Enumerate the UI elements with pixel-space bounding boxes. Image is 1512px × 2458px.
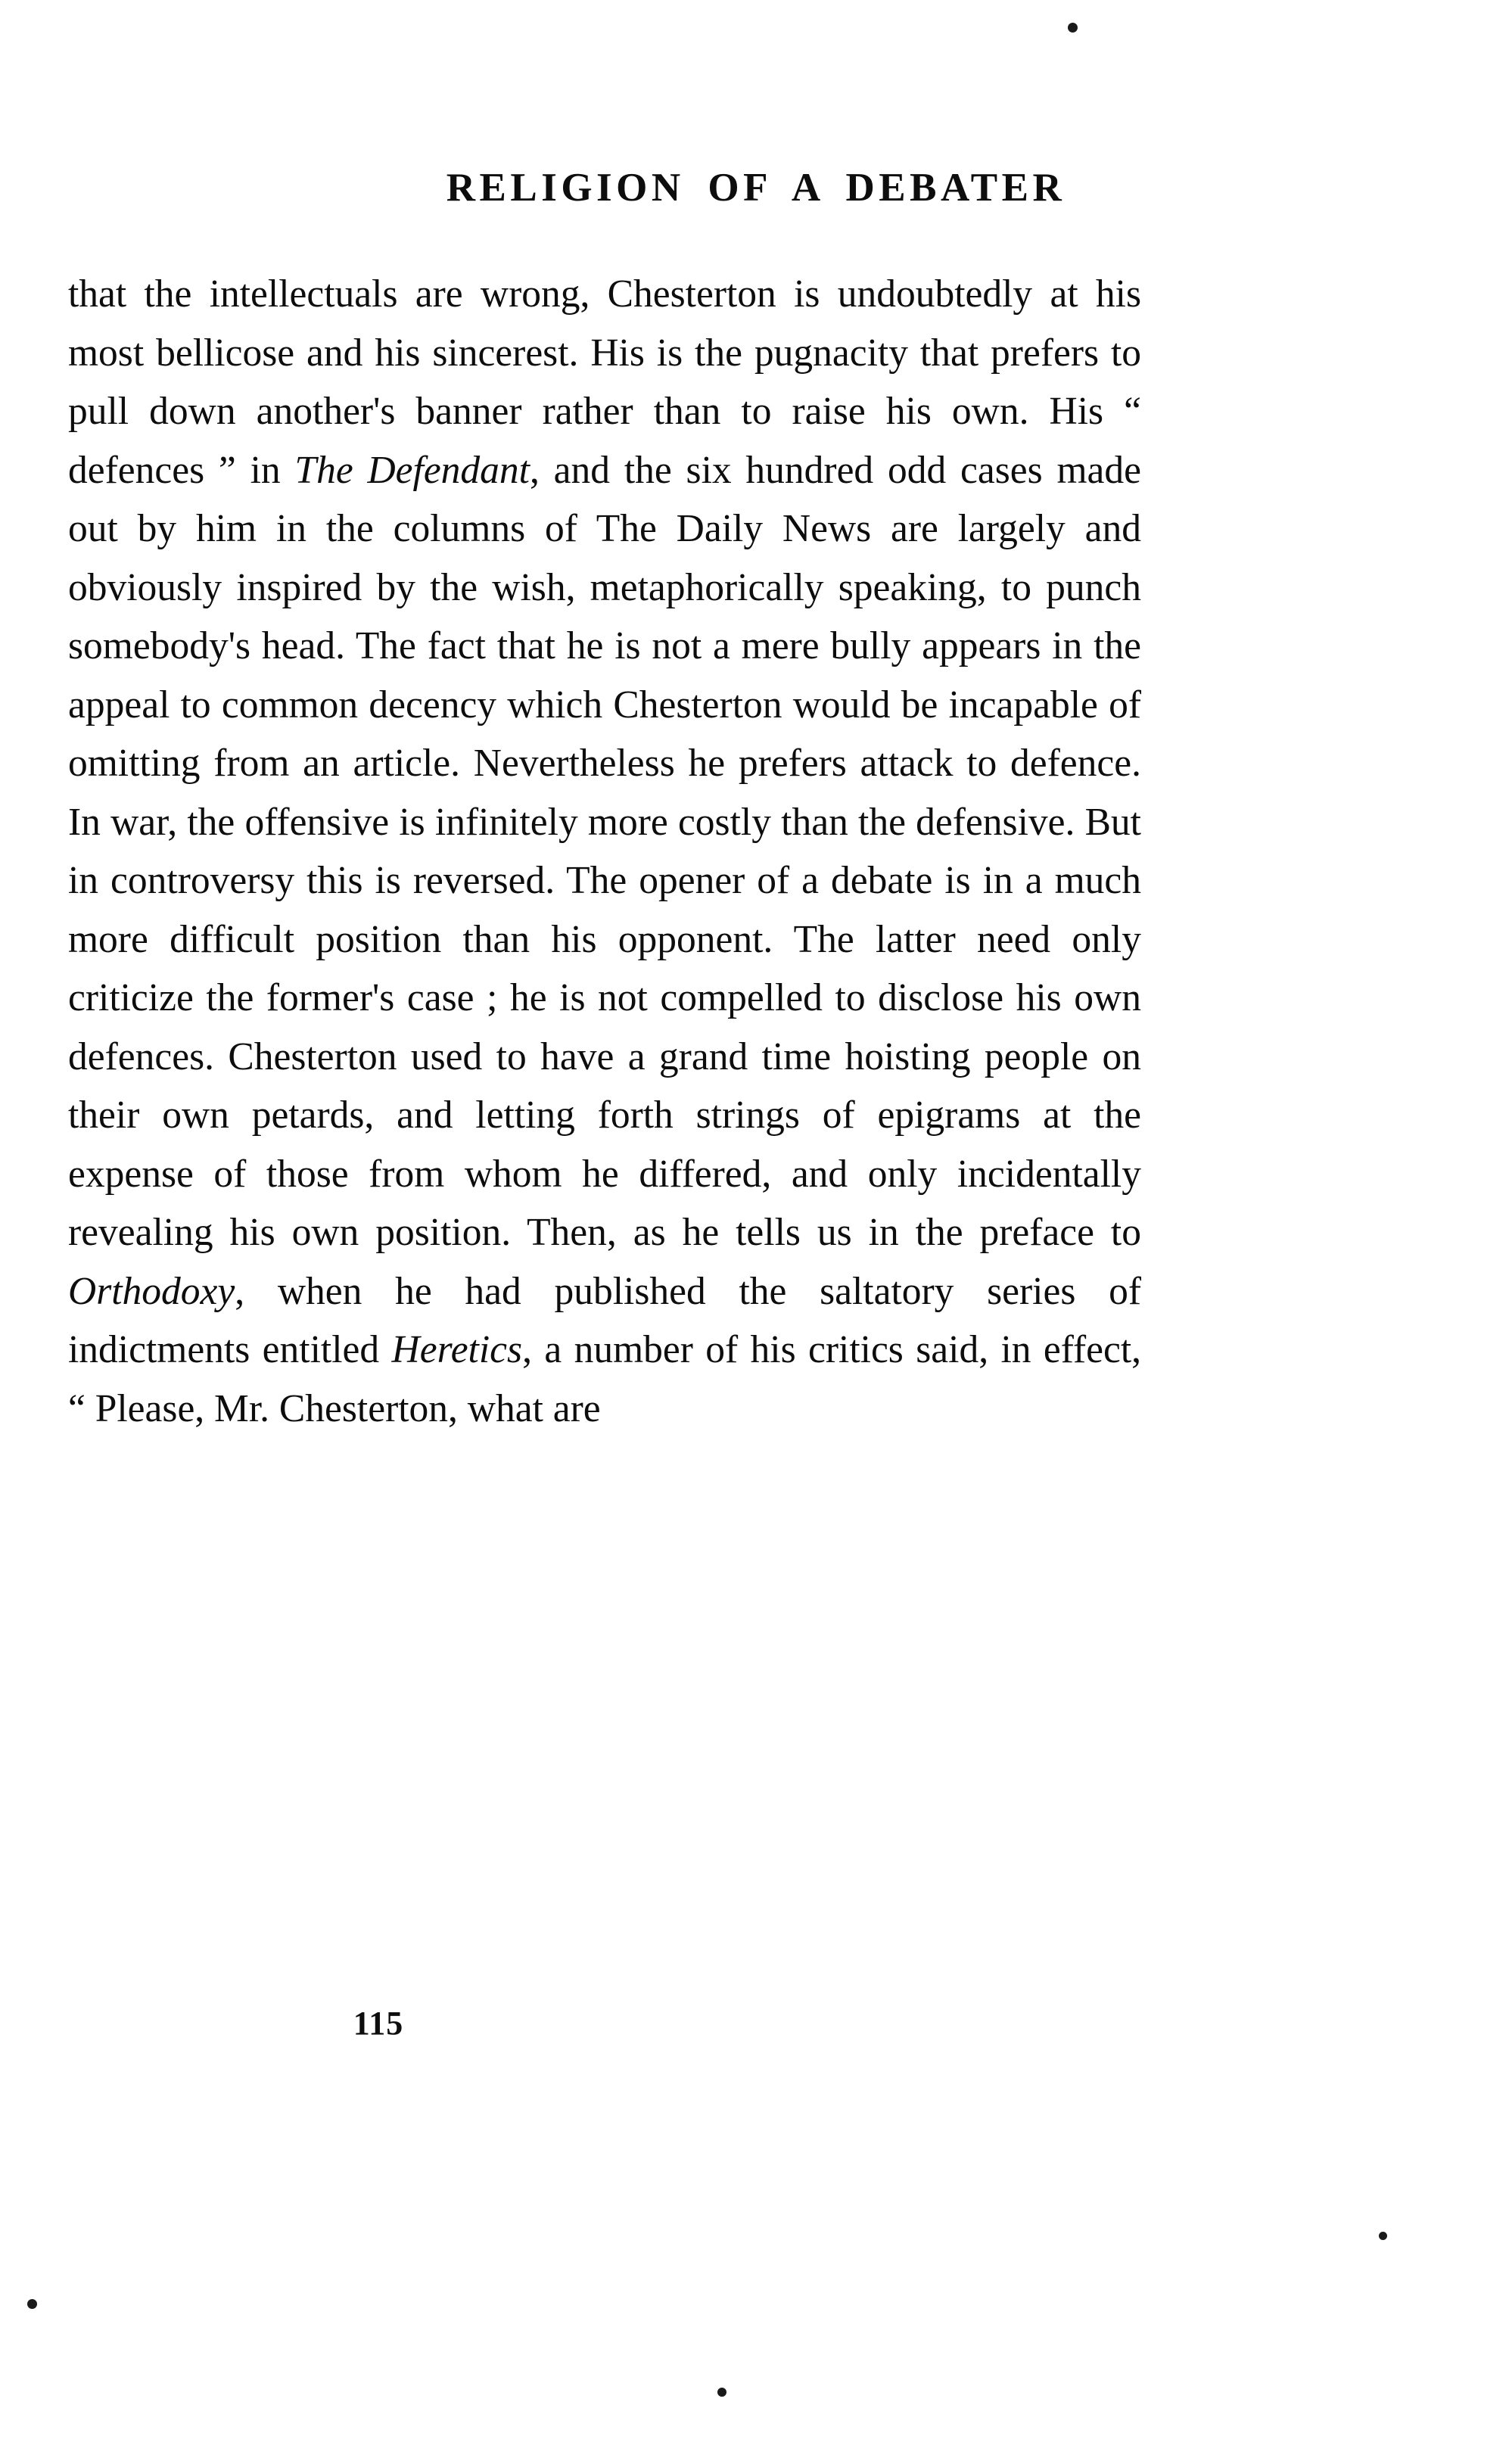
body-text-segment-2: , and the six hundred odd cases made out by him in the columns of The Daily News are largely and obviously inspired by the wish, metaphorically speaking, to punch somebody's head. The fact that he is not a mere bully appears in the appeal to common decency which Chesterton would be incapable of omitting from an article. Nevertheless he prefers attack to defence. In war, the offensive is infinitely more costly than the defensive. But in controversy this is reversed. The opener of a debate is in a much more difficult position than his opponent. The latter need only criticize the former's case ; he is not compelled to disclose his own defences. Chesterton used to have a grand time hoisting people on their own petards, and letting forth strings of epigrams at the expense of those from whom he differed, and only incidentally revealing his own position. Then, as he tells us in the preface to: [68, 448, 1141, 1254]
body-text-segment-4: , a number of his critics said, in effect, “ Please, Mr. Chesterton, what are: [68, 1328, 1142, 1430]
italic-title-the-defendant: The Defendant: [294, 448, 530, 492]
page-number: 115: [353, 2005, 404, 2042]
running-head: RELIGION OF A DEBATER: [446, 166, 1066, 210]
body-text-segment-1: that the intellectuals are wrong, Chesterton is undoubtedly at his most bellicose and his sincerest. His is the pugnacity that prefers to pull down another's banner rather than to raise his own. His “ defences ” in: [68, 272, 1141, 492]
ink-speck-icon: [27, 2299, 37, 2309]
ink-speck-icon: [1068, 23, 1078, 33]
italic-title-orthodoxy: Orthodoxy: [68, 1269, 235, 1313]
body-paragraph: [68, 265, 1141, 1438]
italic-title-heretics: Heretics: [391, 1328, 523, 1371]
ink-speck-icon: [717, 2388, 726, 2397]
body-text-segment-3: , when he had published the saltatory series of indictments entitled: [68, 1269, 1141, 1371]
ink-speck-icon: [1379, 2232, 1387, 2240]
body-text-block: [68, 265, 1141, 1438]
